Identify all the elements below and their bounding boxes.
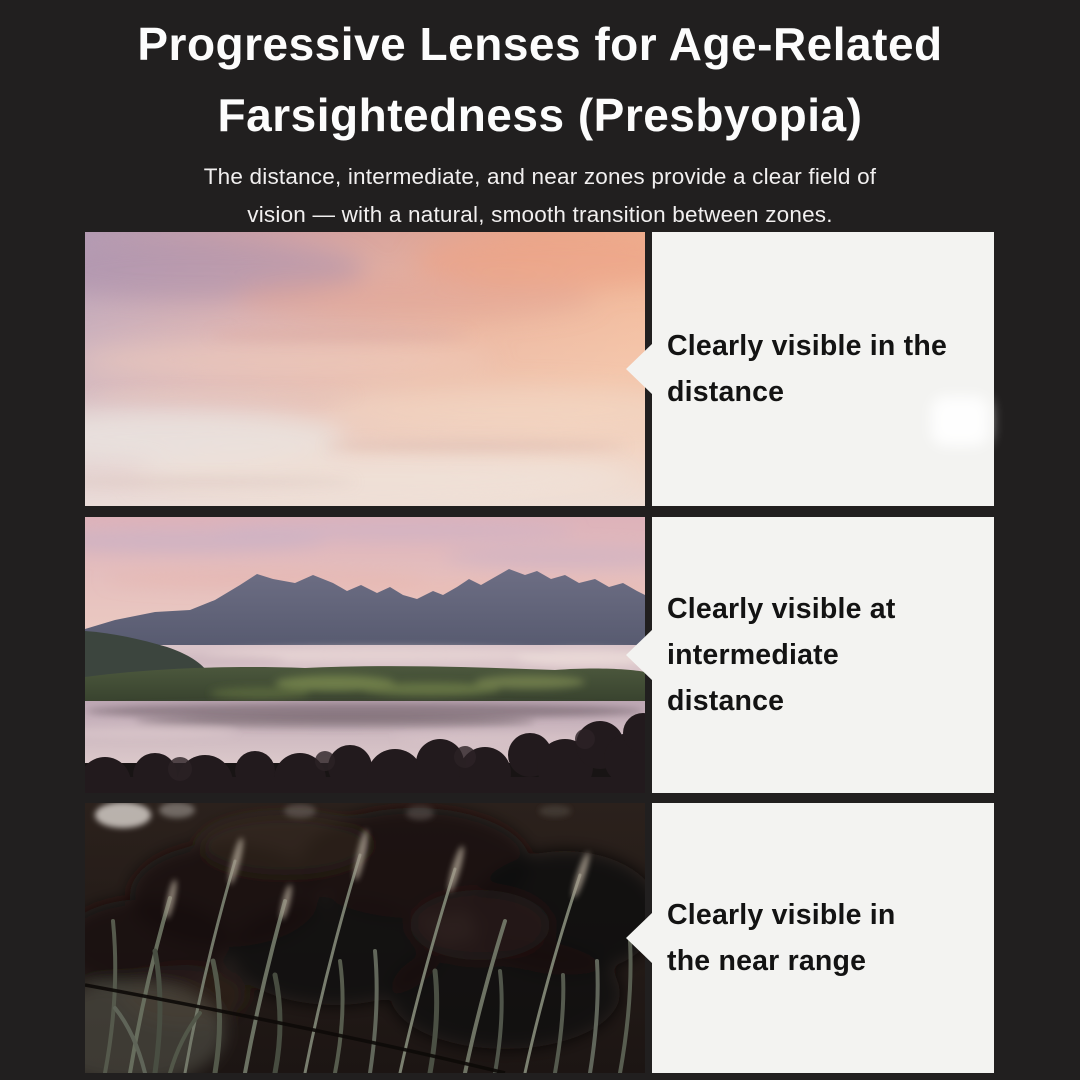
sunset-sky-image xyxy=(85,232,645,506)
near-label: Clearly visible in the near range xyxy=(667,899,896,977)
near-photo xyxy=(85,803,645,1073)
near-callout xyxy=(652,803,994,1073)
intermediate-photo xyxy=(85,517,645,793)
subtitle-line-2: vision — with a natural, smooth transition between zones. xyxy=(247,202,833,227)
callout-tail-left-icon xyxy=(626,629,653,681)
title-line-1: Progressive Lenses for Age-Related xyxy=(137,18,943,70)
intermediate-label: Clearly visible at intermediate distance xyxy=(667,593,896,717)
callout-tail-left-icon xyxy=(626,343,653,395)
watermark-smudge xyxy=(931,396,989,446)
mountain-lake-image xyxy=(85,517,645,793)
row-distance xyxy=(85,232,994,506)
distance-label: Clearly visible in the distance xyxy=(667,330,948,408)
subtitle-line-1: The distance, intermediate, and near zones provide a clear field of xyxy=(203,164,877,189)
distance-callout xyxy=(652,232,994,506)
intermediate-callout xyxy=(652,517,994,793)
page-subtitle xyxy=(0,158,1080,234)
row-intermediate xyxy=(85,517,994,793)
tall-grass-image xyxy=(85,803,645,1073)
callout-tail-left-icon xyxy=(626,912,653,964)
title-line-2: Farsightedness (Presbyopia) xyxy=(217,89,863,141)
header xyxy=(0,0,1080,234)
row-near xyxy=(85,803,994,1073)
distance-photo xyxy=(85,232,645,506)
page-title xyxy=(0,0,1080,151)
